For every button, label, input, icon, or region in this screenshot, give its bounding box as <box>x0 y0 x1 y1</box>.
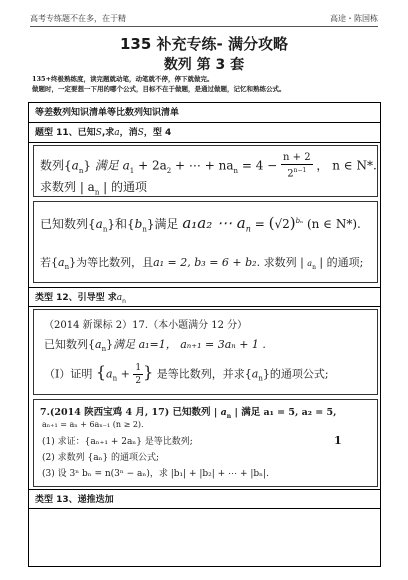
header-right: 高途・陈国栋 <box>330 14 378 23</box>
page-subtitle: 数列 第 3 套 <box>163 57 245 73</box>
content-frame <box>28 102 381 567</box>
page-header <box>30 8 378 27</box>
type11-header <box>29 123 380 143</box>
p1-eq: = 4 − <box>241 158 278 173</box>
problem-3-box <box>33 309 378 395</box>
problem-4-q1: (1) 求证：{aₙ₊₁ + 2aₙ} 是等比数列; <box>42 437 193 447</box>
problem-2-line-2: 若$\{a_n\}$为等比数列，且a₁ = 2, b₃ = 6 + b₂. 求数列 | $a_n$ | 的通项; <box>40 256 364 272</box>
type11-s2: S <box>137 128 144 138</box>
p1-fraction: $\frac{n + 2}{2^{n-1}}$ <box>283 152 311 180</box>
problem-4-mark: 1 <box>334 434 342 447</box>
p1-lhs: 满足 a <box>94 158 130 173</box>
type12-label: 类型 12、引导型 求 <box>35 293 117 303</box>
p1-set: ， n ∈ N* <box>316 158 373 173</box>
intro-text <box>32 74 286 94</box>
problem-1-line-1: 数列$\{a_n\}$ 满足 $a_1 + 2a_2$ + ⋯ + $na_n = 4$ − $\frac{n + 2}{2^{n-1}}$ ， n ∈ N*. <box>40 152 377 180</box>
problem-4-q2: (2) 求数列 {aₙ} 的通项公式; <box>42 453 160 463</box>
problem-3-source: （2014 新课标 2）17.（本小题满分 12 分） <box>44 320 248 331</box>
problem-4-head: 7.(2014 陕西宝鸡 4 月, 17) 已知数列 | $a_n$ | 满足 a₁ = 5, a₂ = 5, <box>40 407 337 420</box>
problem-1-box <box>33 145 378 197</box>
intro-line-1: 135+终极熟练度，读完题就动笔，动笔就不停，停下就做完。 <box>32 75 214 83</box>
sqrt2: √2 <box>274 217 290 231</box>
type13-header: 类型 13、递推迭加 <box>29 489 380 509</box>
intro-line-2: 做题时，一定要想一下用的哪个公式，目标不在于做题，是通过做题，记忆和熟练公式。 <box>32 85 286 93</box>
type12-header: 类型 12、引导型 求$a_n$ <box>29 287 380 307</box>
problem-2-line-1: 已知数列$\{a_n\}$和$\{b_n\}$满足 a₁a₂ ⋯ $a_n = (√2)^{b_n}$ (n ∈ N*). <box>40 214 361 234</box>
type11-a1: a <box>114 128 120 138</box>
problem-3-given: 已知数列$\{a_n\}$满足 a₁=1， aₙ₊₁ = 3aₙ + 1 . <box>44 338 266 354</box>
problem-4-box <box>33 399 378 487</box>
problem-1-line-2: 求数列 | $a_n$ | 的通项 <box>40 180 148 197</box>
header-left: 高考专练题不在多，在于精 <box>30 14 126 23</box>
type11-end: ，型 4 <box>143 128 172 138</box>
type11-tail: ，消 <box>119 128 138 138</box>
section-list-title: 等差数列知识清单等比数列知识清单 <box>29 103 380 123</box>
problem-4-q3: (3) 设 3ⁿ bₙ = n(3ⁿ − aₙ)，求 |b₁| + |b₂| + ⋯ + |bₙ|. <box>42 469 269 479</box>
problem-4-recurrence: aₙ₊₁ = aₙ + 6aₙ₋₁ (n ≥ 2). <box>42 420 144 429</box>
p1-prefix: 数列 <box>40 158 65 173</box>
problem-3-part1: （Ⅰ）证明 {$a_n$ + $\frac{1}{2}$ } 是等比数列，并求$\{a_n\}$的通项公式; <box>44 362 329 386</box>
type11-s1: S <box>95 128 102 138</box>
p1-dots: + ⋯ + na <box>175 158 234 173</box>
type11-mid: ,求 <box>101 128 115 138</box>
page-title: 135 补充专练- 满分攻略 <box>120 35 288 53</box>
problem-2-box <box>33 201 378 283</box>
p1-sum: + 2a <box>138 158 167 173</box>
type11-label: 题型 11、已知 <box>35 128 96 138</box>
